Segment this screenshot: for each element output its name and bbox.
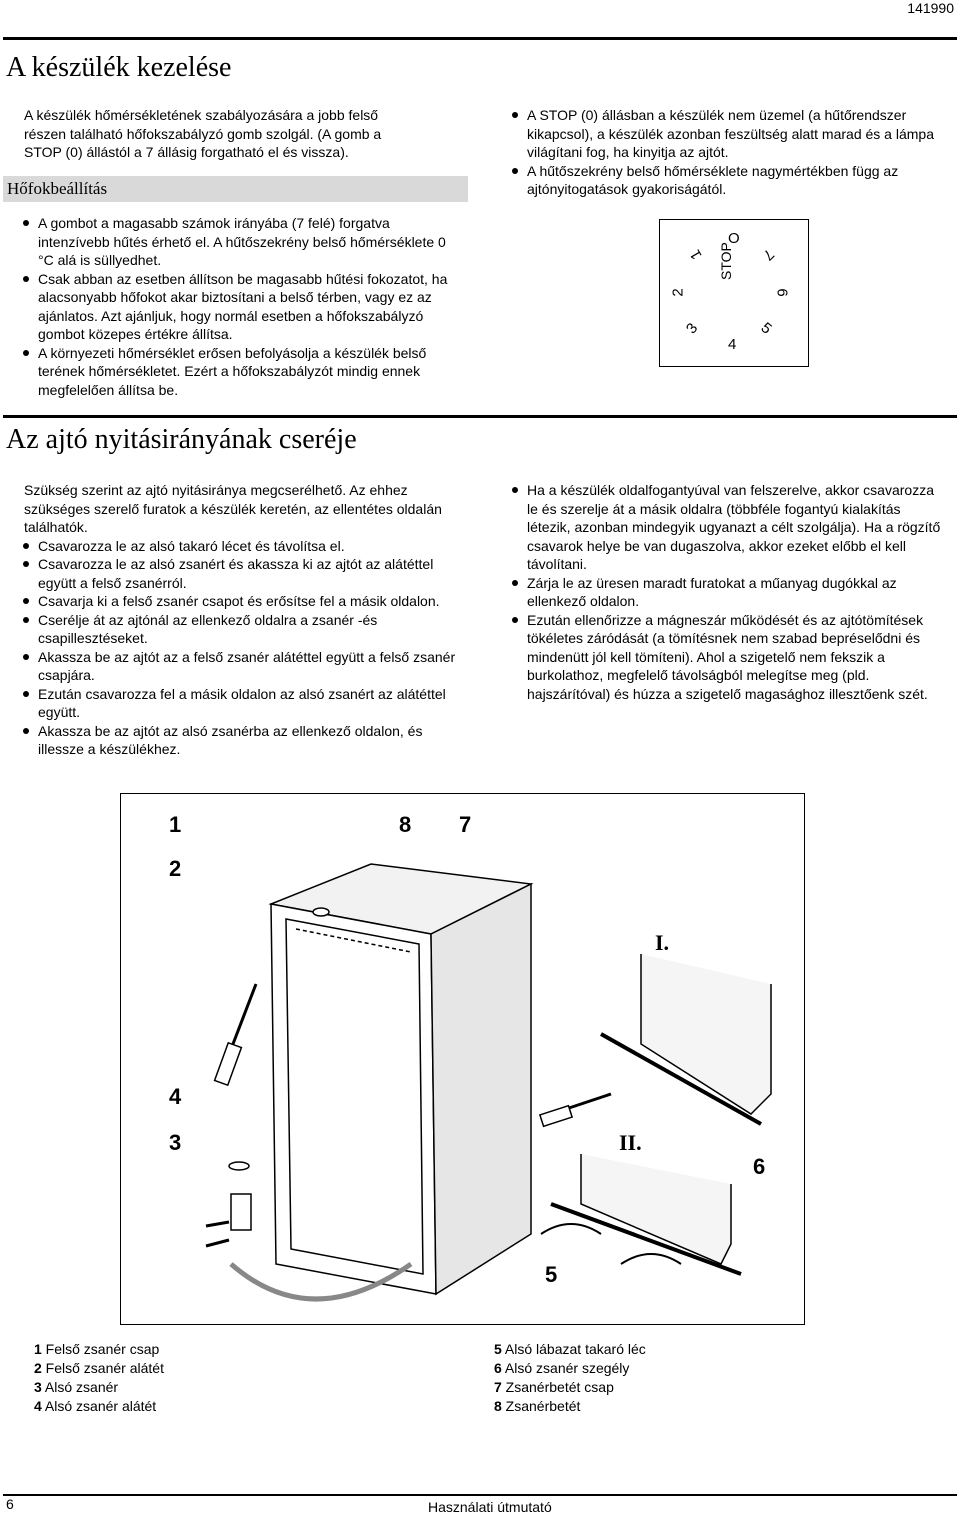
section-rule <box>3 415 957 418</box>
hand-icon <box>541 1224 601 1234</box>
fridge-drawing <box>121 794 804 1324</box>
section-title-operation: A készülék kezelése <box>6 52 232 83</box>
figure-label-2: 2 <box>169 856 182 881</box>
legend-left <box>34 1340 454 1416</box>
screw-icon <box>206 1222 229 1226</box>
bullet-list-stop <box>511 106 956 199</box>
bullet-list-door-steps <box>22 537 469 759</box>
list-item: Ezután ellenőrizze a mágneszár működését és az ajtótömítések tökéletes záródását (a tömítésnek nem szabad bepréselődni és mindenütt jól kell tömíteni). Ahol a szigetelő nem fekszik a burkolathoz, megfelelő távolságból melegítse meg (pld. hajszárítóval) és húzza a szigetelő magasághoz illesztőenk szét. <box>511 611 941 704</box>
list-item: Csavarja ki a felső zsanér csapot és erősítse fel a másik oldalon. <box>22 592 469 611</box>
legend-item: 4 Alsó zsanér alátét <box>34 1398 157 1414</box>
list-item: A STOP (0) állásban a készülék nem üzemel (a hűtőrendszer kikapcsol), a készülék azonban feszültség alatt marad és a lámpa világítani fog, ha kinyitja az ajtót. <box>511 106 956 162</box>
bullet-list-temperature <box>22 214 462 399</box>
subheading-temperature-setting: Hőfokbeállítás <box>3 176 468 202</box>
dial-label-0: O <box>728 230 740 247</box>
list-item: Ha a készülék oldalfogantyúval van felszerelve, akkor csavarozza le és szerelje át a másik oldalra (többféle fogantyú kialakítás létezik, azonban mindegyik ugyanazt a célt szolgálja). Ha a rögzítő csavarok helye be van dugaszolva, akkor ezeket előbb el kell távolítani. <box>511 481 941 574</box>
dial-label-6: 6 <box>773 288 791 297</box>
list-item: A hűtőszekrény belső hőmérséklete nagymértékben függ az ajtónyitogatások gyakoriságától. <box>511 162 956 199</box>
list-item: Akassza be az ajtót az a felső zsanér alátéttel együtt a felső zsanér csapjára. <box>22 648 469 685</box>
list-item: Cserélje át az ajtónál az ellenkező oldalra a zsanér -és csapillesztéseket. <box>22 611 469 648</box>
door-reversal-illustration <box>120 793 805 1325</box>
list-item: Csak abban az esetben állítson be magasabb hűtési fokozatot, ha alacsonyabb hőfokot akar biztosítani a belső térben, vagy ez az ajánlatos. Azt ajánljuk, hogy normál esetben a hőfokszabályzó gombot közepes értékre állítsa. <box>22 270 462 344</box>
step-label-1: I. <box>655 930 670 955</box>
list-item: A gombot a magasabb számok irányába (7 felé) forgatva intenzívebb hűtés érhető el. A hűtőszekrény belső hőmérséklete 0 °C alá is süllyedhet. <box>22 214 462 270</box>
figure-label-6: 6 <box>753 1154 766 1179</box>
footer-rule <box>3 1494 957 1496</box>
screwdriver-handle-icon <box>215 1043 242 1085</box>
step-label-2: II. <box>619 1130 642 1155</box>
page-number: 6 <box>6 1496 14 1512</box>
section-title-door-reversal: Az ajtó nyitásirányának cseréje <box>6 424 357 455</box>
lower-hinge-part <box>231 1194 251 1230</box>
list-item: Csavarozza le az alsó zsanért és akassza ki az ajtót az alátéttel együtt a felső zsanérról. <box>22 555 469 592</box>
plinth-detail-frame <box>641 954 771 1114</box>
list-item: Zárja le az üresen maradt furatokat a műanyag dugókkal az ellenkező oldalon. <box>511 574 941 611</box>
screw-icon <box>206 1240 229 1246</box>
section1-intro <box>24 106 469 162</box>
list-item: Akassza be az ajtót az alsó zsanérba az ellenkező oldalon, és illessze a készülékhez. <box>22 722 469 759</box>
dial-label-7: 7 <box>759 245 778 264</box>
section2-intro: Szükség szerint az ajtó nyitásiránya megcserélhető. Az ehhez szükséges szerelő furatok a készülék keretén, az ellentétes oldalán találhatók. <box>24 482 442 535</box>
dial-label-3: 3 <box>682 319 702 338</box>
dial-label-4: 4 <box>728 336 737 353</box>
intro-line: részen található hőfokszabályzó gomb szolgál. (A gomb a <box>24 125 382 142</box>
top-rule <box>3 37 957 40</box>
screwdriver-detail-handle-icon <box>540 1106 572 1127</box>
legend-item: 2 Felső zsanér alátét <box>34 1360 164 1376</box>
intro-line: STOP (0) állástól a 7 állásig forgatható el és vissza). <box>24 144 349 160</box>
fridge-side <box>431 884 531 1294</box>
list-item: Csavarozza le az alsó takaró lécet és távolítsa el. <box>22 537 469 556</box>
dial-label-5: 5 <box>757 319 775 338</box>
footer-title: Használati útmutató <box>428 1499 552 1515</box>
figure-label-7: 7 <box>459 812 472 837</box>
figure-label-8: 8 <box>399 812 412 837</box>
hand-icon <box>621 1254 681 1264</box>
figure-label-3: 3 <box>169 1130 182 1155</box>
document-number: 141990 <box>907 0 954 16</box>
hinge-cover-detail-frame <box>581 1154 731 1264</box>
legend-item: 3 Alsó zsanér <box>34 1379 119 1395</box>
legend-right <box>494 1340 914 1416</box>
figure-label-1: 1 <box>169 812 182 837</box>
fridge-door <box>271 904 436 1294</box>
dial-label-stop: STOP <box>718 242 734 280</box>
figure-label-4: 4 <box>169 1084 182 1109</box>
legend-item: 6 Alsó zsanér szegély <box>494 1360 630 1376</box>
screwdriver-icon <box>233 984 256 1044</box>
intro-line: A készülék hőmérsékletének szabályozására a jobb felső <box>24 107 379 123</box>
section2-left-column <box>24 481 469 759</box>
figure-label-5: 5 <box>545 1262 558 1287</box>
legend-item: 7 Zsanérbetét csap <box>494 1379 614 1395</box>
washer-icon <box>229 1162 249 1170</box>
legend-item: 5 Alsó lábazat takaró léc <box>494 1341 646 1357</box>
legend-item: 8 Zsanérbetét <box>494 1398 581 1414</box>
legend-item: 1 Felső zsanér csap <box>34 1341 160 1357</box>
hinge-pin-icon <box>313 908 329 916</box>
list-item: Ezután csavarozza fel a másik oldalon az alsó zsanért az alátéttel együtt. <box>22 685 469 722</box>
dial-label-2: 2 <box>669 288 687 297</box>
thermostat-dial-diagram <box>659 219 809 367</box>
bullet-list-door-finish <box>511 481 941 703</box>
list-item: A környezeti hőmérséklet erősen befolyásolja a készülék belső terének hőmérsékletet. Ezért a hőfokszabályzót mindig ennek megfelelően állítsa be. <box>22 344 462 400</box>
dial-label-1: 1 <box>686 246 706 263</box>
